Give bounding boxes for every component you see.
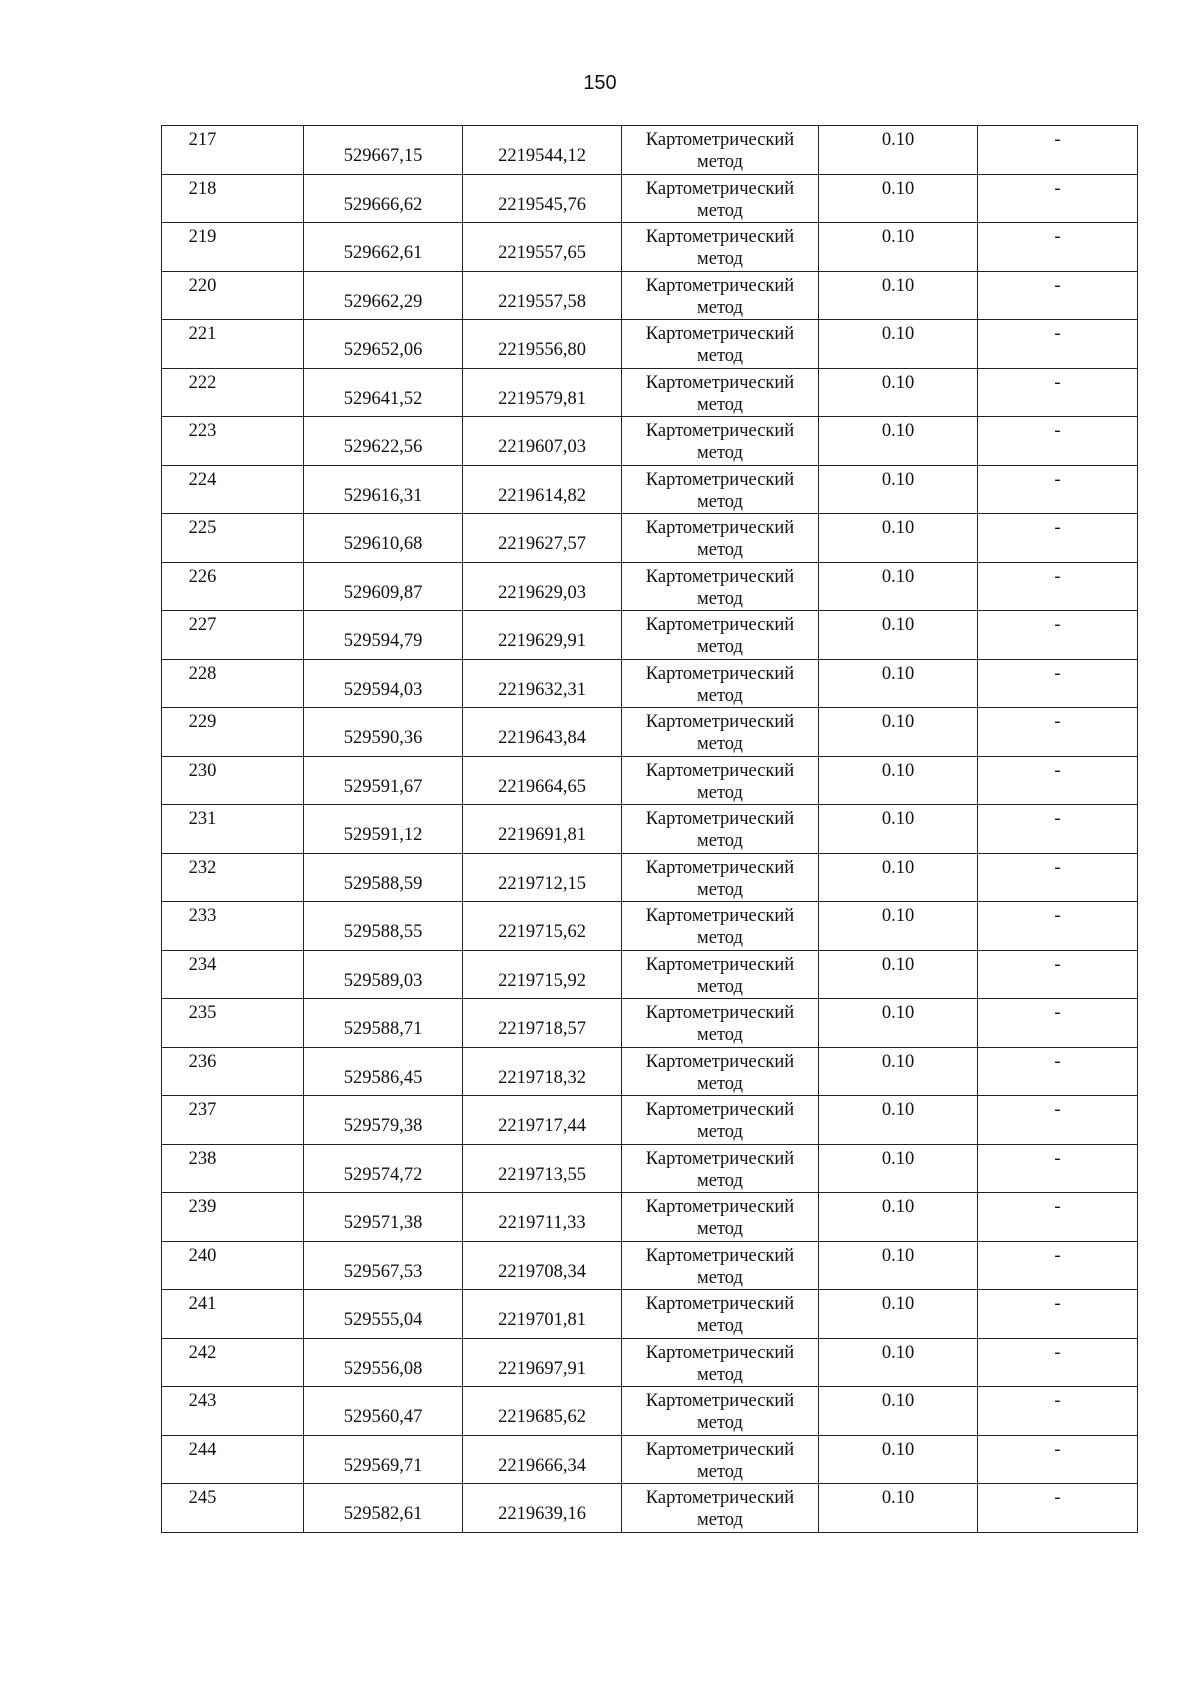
- method-line-1: Картометрический: [645, 1197, 795, 1217]
- note-cell: -: [978, 126, 1138, 175]
- x-coordinate-cell: 529586,45: [304, 1047, 463, 1096]
- method-line-1: Картометрический: [645, 275, 795, 296]
- method-line-1: Картометрический: [645, 1100, 795, 1120]
- y-coordinate-cell: 2219666,34: [463, 1435, 622, 1484]
- method-line-2: метод: [697, 540, 743, 560]
- x-coordinate-cell: 529652,06: [304, 320, 463, 369]
- accuracy-cell: 0.10: [819, 1096, 978, 1145]
- point-number-cell: 239: [162, 1193, 304, 1242]
- accuracy-cell: 0.10: [819, 1241, 978, 1290]
- method-cell: [622, 174, 819, 223]
- table-row: [162, 417, 1138, 466]
- method-line-2: метод: [697, 249, 743, 269]
- note-cell: -: [978, 1241, 1138, 1290]
- accuracy-cell: 0.10: [819, 611, 978, 660]
- point-number-cell: 241: [162, 1290, 304, 1339]
- x-coordinate-cell: 529662,29: [304, 271, 463, 320]
- method-line-1: Картометрический: [645, 178, 795, 199]
- x-coordinate-cell: 529574,72: [304, 1144, 463, 1193]
- page-number: 150: [583, 72, 617, 94]
- table-row: [162, 465, 1138, 514]
- accuracy-cell: 0.10: [819, 1047, 978, 1096]
- y-coordinate-cell: 2219685,62: [463, 1387, 622, 1436]
- accuracy-cell: 0.10: [819, 853, 978, 902]
- table-row: [162, 223, 1138, 272]
- method-line-1: Картометрический: [645, 615, 795, 635]
- point-number-cell: 233: [162, 902, 304, 951]
- method-cell: [622, 562, 819, 611]
- point-number-cell: 238: [162, 1144, 304, 1193]
- method-line-1: Картометрический: [645, 1439, 795, 1460]
- note-cell: -: [978, 514, 1138, 563]
- method-cell: [622, 1047, 819, 1096]
- table-row: [162, 1484, 1138, 1533]
- method-line-1: Картометрический: [645, 372, 795, 393]
- y-coordinate-cell: 2219715,62: [463, 902, 622, 951]
- method-cell: [622, 1387, 819, 1436]
- accuracy-cell: 0.10: [819, 562, 978, 611]
- table-row: [162, 1096, 1138, 1145]
- x-coordinate-cell: 529589,03: [304, 950, 463, 999]
- method-line-1: Картометрический: [645, 1245, 795, 1266]
- accuracy-cell: 0.10: [819, 1435, 978, 1484]
- point-number-cell: 244: [162, 1435, 304, 1484]
- table-row: [162, 1144, 1138, 1193]
- point-number-cell: 223: [162, 417, 304, 466]
- y-coordinate-cell: 2219557,65: [463, 223, 622, 272]
- accuracy-cell: 0.10: [819, 465, 978, 514]
- accuracy-cell: 0.10: [819, 805, 978, 854]
- point-number-cell: 224: [162, 465, 304, 514]
- method-cell: [622, 417, 819, 466]
- method-line-1: Картометрический: [645, 1342, 795, 1363]
- y-coordinate-cell: 2219713,55: [463, 1144, 622, 1193]
- method-line-1: Картометрический: [645, 809, 795, 829]
- point-number-cell: 217: [162, 126, 304, 175]
- method-line-1: Картометрический: [645, 518, 795, 538]
- x-coordinate-cell: 529590,36: [304, 708, 463, 757]
- note-cell: -: [978, 223, 1138, 272]
- y-coordinate-cell: 2219717,44: [463, 1096, 622, 1145]
- note-cell: -: [978, 1387, 1138, 1436]
- accuracy-cell: 0.10: [819, 1193, 978, 1242]
- x-coordinate-cell: 529582,61: [304, 1484, 463, 1533]
- point-number-cell: 220: [162, 271, 304, 320]
- method-cell: [622, 126, 819, 175]
- table-row: [162, 1435, 1138, 1484]
- point-number-cell: 236: [162, 1047, 304, 1096]
- point-number-cell: 226: [162, 562, 304, 611]
- note-cell: -: [978, 465, 1138, 514]
- table-row: [162, 611, 1138, 660]
- y-coordinate-cell: 2219627,57: [463, 514, 622, 563]
- y-coordinate-cell: 2219557,58: [463, 271, 622, 320]
- x-coordinate-cell: 529591,67: [304, 756, 463, 805]
- note-cell: -: [978, 611, 1138, 660]
- accuracy-cell: 0.10: [819, 271, 978, 320]
- accuracy-cell: 0.10: [819, 368, 978, 417]
- method-line-1: Картометрический: [645, 566, 795, 587]
- note-cell: -: [978, 562, 1138, 611]
- method-line-2: метод: [697, 1025, 743, 1045]
- table-row: [162, 1338, 1138, 1387]
- x-coordinate-cell: 529591,12: [304, 805, 463, 854]
- method-line-1: Картометрический: [645, 227, 795, 247]
- point-number-cell: 228: [162, 659, 304, 708]
- method-line-1: Картометрический: [645, 1051, 795, 1072]
- accuracy-cell: 0.10: [819, 417, 978, 466]
- point-number-cell: 222: [162, 368, 304, 417]
- point-number-cell: 245: [162, 1484, 304, 1533]
- x-coordinate-cell: 529555,04: [304, 1290, 463, 1339]
- note-cell: -: [978, 417, 1138, 466]
- point-number-cell: 219: [162, 223, 304, 272]
- method-line-2: метод: [697, 1170, 743, 1191]
- table-row: [162, 368, 1138, 417]
- accuracy-cell: 0.10: [819, 999, 978, 1048]
- method-line-2: метод: [697, 976, 743, 997]
- accuracy-cell: 0.10: [819, 174, 978, 223]
- method-line-2: метод: [697, 1219, 743, 1239]
- method-line-2: метод: [697, 491, 743, 512]
- method-line-2: метод: [697, 394, 743, 415]
- accuracy-cell: 0.10: [819, 1484, 978, 1533]
- y-coordinate-cell: 2219556,80: [463, 320, 622, 369]
- note-cell: -: [978, 271, 1138, 320]
- note-cell: -: [978, 174, 1138, 223]
- point-number-cell: 230: [162, 756, 304, 805]
- note-cell: -: [978, 950, 1138, 999]
- y-coordinate-cell: 2219708,34: [463, 1241, 622, 1290]
- method-line-1: Картометрический: [645, 1148, 795, 1169]
- y-coordinate-cell: 2219614,82: [463, 465, 622, 514]
- point-number-cell: 218: [162, 174, 304, 223]
- accuracy-cell: 0.10: [819, 756, 978, 805]
- table-row: [162, 562, 1138, 611]
- method-line-2: метод: [697, 297, 743, 318]
- table-row: [162, 708, 1138, 757]
- y-coordinate-cell: 2219711,33: [463, 1193, 622, 1242]
- accuracy-cell: 0.10: [819, 1144, 978, 1193]
- y-coordinate-cell: 2219629,03: [463, 562, 622, 611]
- method-line-1: Картометрический: [645, 324, 795, 344]
- note-cell: -: [978, 902, 1138, 951]
- method-cell: [622, 271, 819, 320]
- method-cell: [622, 1193, 819, 1242]
- method-line-1: Картометрический: [645, 130, 795, 150]
- method-line-1: Картометрический: [645, 857, 795, 878]
- y-coordinate-cell: 2219643,84: [463, 708, 622, 757]
- accuracy-cell: 0.10: [819, 708, 978, 757]
- x-coordinate-cell: 529641,52: [304, 368, 463, 417]
- y-coordinate-cell: 2219632,31: [463, 659, 622, 708]
- accuracy-cell: 0.10: [819, 1338, 978, 1387]
- y-coordinate-cell: 2219712,15: [463, 853, 622, 902]
- y-coordinate-cell: 2219701,81: [463, 1290, 622, 1339]
- point-number-cell: 242: [162, 1338, 304, 1387]
- table-row: [162, 902, 1138, 951]
- x-coordinate-cell: 529594,79: [304, 611, 463, 660]
- method-line-2: метод: [697, 734, 743, 754]
- method-line-1: Картометрический: [645, 469, 795, 490]
- note-cell: -: [978, 1338, 1138, 1387]
- note-cell: -: [978, 708, 1138, 757]
- point-number-cell: 221: [162, 320, 304, 369]
- method-cell: [622, 514, 819, 563]
- method-line-1: Картометрический: [645, 1003, 795, 1023]
- point-number-cell: 232: [162, 853, 304, 902]
- method-cell: [622, 1484, 819, 1533]
- point-number-cell: 235: [162, 999, 304, 1048]
- accuracy-cell: 0.10: [819, 1387, 978, 1436]
- method-line-1: Картометрический: [645, 663, 795, 684]
- table-row: [162, 659, 1138, 708]
- method-line-2: метод: [697, 1364, 743, 1385]
- y-coordinate-cell: 2219718,32: [463, 1047, 622, 1096]
- note-cell: -: [978, 1435, 1138, 1484]
- accuracy-cell: 0.10: [819, 659, 978, 708]
- method-cell: [622, 1435, 819, 1484]
- note-cell: -: [978, 853, 1138, 902]
- method-line-2: метод: [697, 928, 743, 948]
- accuracy-cell: 0.10: [819, 126, 978, 175]
- x-coordinate-cell: 529610,68: [304, 514, 463, 563]
- method-cell: [622, 853, 819, 902]
- method-line-1: Картометрический: [645, 954, 795, 975]
- method-cell: [622, 320, 819, 369]
- point-number-cell: 229: [162, 708, 304, 757]
- method-cell: [622, 902, 819, 951]
- method-line-2: метод: [697, 637, 743, 657]
- point-number-cell: 243: [162, 1387, 304, 1436]
- table-row: [162, 1241, 1138, 1290]
- method-line-2: метод: [697, 831, 743, 851]
- note-cell: -: [978, 756, 1138, 805]
- method-cell: [622, 1338, 819, 1387]
- method-line-2: метод: [697, 1413, 743, 1433]
- method-line-1: Картометрический: [645, 1488, 795, 1508]
- note-cell: -: [978, 1047, 1138, 1096]
- y-coordinate-cell: 2219664,65: [463, 756, 622, 805]
- note-cell: -: [978, 1193, 1138, 1242]
- accuracy-cell: 0.10: [819, 514, 978, 563]
- method-cell: [622, 223, 819, 272]
- note-cell: -: [978, 320, 1138, 369]
- method-cell: [622, 1096, 819, 1145]
- x-coordinate-cell: 529588,71: [304, 999, 463, 1048]
- method-line-2: метод: [697, 200, 743, 221]
- x-coordinate-cell: 529588,55: [304, 902, 463, 951]
- note-cell: -: [978, 805, 1138, 854]
- method-cell: [622, 805, 819, 854]
- x-coordinate-cell: 529616,31: [304, 465, 463, 514]
- x-coordinate-cell: 529588,59: [304, 853, 463, 902]
- method-line-2: метод: [697, 1461, 743, 1482]
- x-coordinate-cell: 529579,38: [304, 1096, 463, 1145]
- table-row: [162, 1193, 1138, 1242]
- method-line-1: Картометрический: [645, 760, 795, 781]
- method-line-1: Картометрический: [645, 1391, 795, 1411]
- note-cell: -: [978, 1144, 1138, 1193]
- point-number-cell: 225: [162, 514, 304, 563]
- method-line-2: метод: [697, 588, 743, 609]
- method-line-1: Картометрический: [645, 712, 795, 732]
- y-coordinate-cell: 2219607,03: [463, 417, 622, 466]
- x-coordinate-cell: 529571,38: [304, 1193, 463, 1242]
- method-cell: [622, 368, 819, 417]
- table-row: [162, 174, 1138, 223]
- note-cell: -: [978, 1096, 1138, 1145]
- method-cell: [622, 756, 819, 805]
- method-line-2: метод: [697, 346, 743, 366]
- accuracy-cell: 0.10: [819, 902, 978, 951]
- point-number-cell: 237: [162, 1096, 304, 1145]
- y-coordinate-cell: 2219545,76: [463, 174, 622, 223]
- method-line-2: метод: [697, 443, 743, 463]
- method-cell: [622, 465, 819, 514]
- table-row: [162, 320, 1138, 369]
- method-cell: [622, 999, 819, 1048]
- method-cell: [622, 950, 819, 999]
- method-cell: [622, 659, 819, 708]
- method-line-1: Картометрический: [645, 1294, 795, 1314]
- table-row: [162, 271, 1138, 320]
- x-coordinate-cell: 529556,08: [304, 1338, 463, 1387]
- method-cell: [622, 611, 819, 660]
- table-row: [162, 514, 1138, 563]
- x-coordinate-cell: 529594,03: [304, 659, 463, 708]
- point-number-cell: 231: [162, 805, 304, 854]
- accuracy-cell: 0.10: [819, 950, 978, 999]
- method-line-2: метод: [697, 685, 743, 706]
- point-number-cell: 234: [162, 950, 304, 999]
- y-coordinate-cell: 2219691,81: [463, 805, 622, 854]
- method-line-2: метод: [697, 1316, 743, 1336]
- note-cell: -: [978, 999, 1138, 1048]
- x-coordinate-cell: 529609,87: [304, 562, 463, 611]
- y-coordinate-cell: 2219544,12: [463, 126, 622, 175]
- note-cell: -: [978, 368, 1138, 417]
- table-row: [162, 1047, 1138, 1096]
- method-line-1: Картометрический: [645, 906, 795, 926]
- method-line-2: метод: [697, 1267, 743, 1288]
- x-coordinate-cell: 529567,53: [304, 1241, 463, 1290]
- method-cell: [622, 708, 819, 757]
- method-line-2: метод: [697, 152, 743, 172]
- table-row: [162, 950, 1138, 999]
- table-row: [162, 1290, 1138, 1339]
- x-coordinate-cell: 529662,61: [304, 223, 463, 272]
- accuracy-cell: 0.10: [819, 223, 978, 272]
- table-row: [162, 756, 1138, 805]
- note-cell: -: [978, 659, 1138, 708]
- table-row: [162, 805, 1138, 854]
- x-coordinate-cell: 529667,15: [304, 126, 463, 175]
- accuracy-cell: 0.10: [819, 1290, 978, 1339]
- method-cell: [622, 1290, 819, 1339]
- method-line-2: метод: [697, 1122, 743, 1142]
- note-cell: -: [978, 1484, 1138, 1533]
- y-coordinate-cell: 2219715,92: [463, 950, 622, 999]
- method-cell: [622, 1241, 819, 1290]
- table-row: [162, 999, 1138, 1048]
- y-coordinate-cell: 2219629,91: [463, 611, 622, 660]
- accuracy-cell: 0.10: [819, 320, 978, 369]
- x-coordinate-cell: 529666,62: [304, 174, 463, 223]
- y-coordinate-cell: 2219697,91: [463, 1338, 622, 1387]
- note-cell: -: [978, 1290, 1138, 1339]
- method-cell: [622, 1144, 819, 1193]
- table-row: [162, 853, 1138, 902]
- method-line-2: метод: [697, 1510, 743, 1530]
- method-line-1: Картометрический: [645, 421, 795, 441]
- x-coordinate-cell: 529569,71: [304, 1435, 463, 1484]
- y-coordinate-cell: 2219579,81: [463, 368, 622, 417]
- coordinates-table: [161, 125, 1138, 1533]
- point-number-cell: 227: [162, 611, 304, 660]
- method-line-2: метод: [697, 879, 743, 900]
- table-row: [162, 1387, 1138, 1436]
- point-number-cell: 240: [162, 1241, 304, 1290]
- x-coordinate-cell: 529622,56: [304, 417, 463, 466]
- y-coordinate-cell: 2219639,16: [463, 1484, 622, 1533]
- method-line-2: метод: [697, 782, 743, 803]
- method-line-2: метод: [697, 1073, 743, 1094]
- table-row: [162, 126, 1138, 175]
- x-coordinate-cell: 529560,47: [304, 1387, 463, 1436]
- y-coordinate-cell: 2219718,57: [463, 999, 622, 1048]
